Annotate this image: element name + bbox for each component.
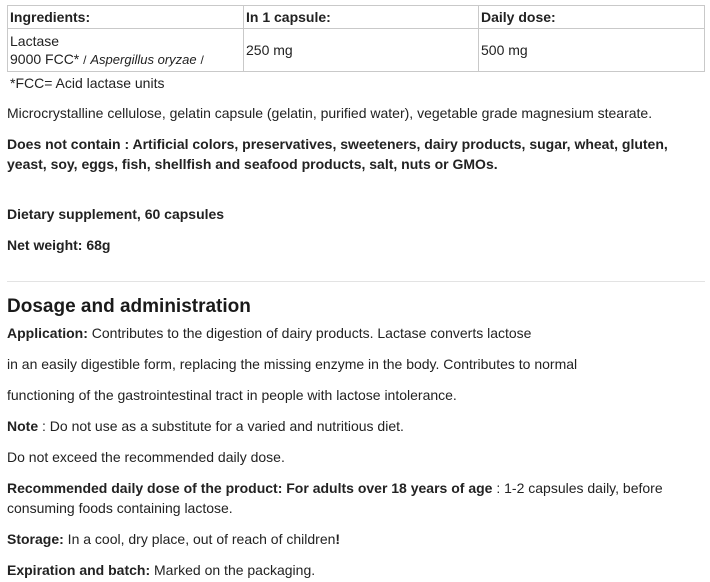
section-divider: [7, 281, 705, 282]
separator: /: [200, 53, 204, 67]
application-line-2: in an easily digestible form, replacing the missing enzyme in the body. Contributes to normal: [7, 356, 578, 372]
per-capsule-value: 250 mg: [244, 29, 479, 72]
application-label: Application:: [7, 325, 88, 341]
table-row: [8, 29, 705, 72]
ingredient-name: Lactase: [10, 33, 60, 49]
expiration-label: Expiration and batch:: [7, 562, 151, 578]
do-not-exceed: Do not exceed the recommended daily dose.: [7, 449, 285, 465]
other-ingredients: Microcrystalline cellulose, gelatin capsule (gelatin, purified water), vegetable grade magnesium stearate.: [7, 105, 653, 121]
storage-text: In a cool, dry place, out of reach of children: [63, 531, 336, 547]
product-info: [7, 5, 705, 580]
ingredient-detail: [10, 51, 241, 67]
dosage-heading: Dosage and administration: [7, 296, 251, 317]
does-not-contain: Does not contain : Artificial colors, preservatives, sweeteners, dairy products, sugar, wheat, gluten, yeast, soy, eggs, fish, shellfish and seafood products, salt, nuts or GMOs.: [7, 136, 668, 172]
recommended-dose: [7, 478, 705, 518]
ingredient-cell: [8, 29, 244, 72]
note-label: Note: [7, 418, 39, 434]
ingredient-source: Aspergillus oryzae: [90, 52, 197, 67]
table-header-row: [8, 6, 705, 29]
daily-dose-value: 500 mg: [479, 29, 705, 72]
separator: /: [83, 53, 87, 67]
ingredients-table: [7, 5, 705, 72]
expiration: [7, 560, 705, 580]
recommended-text: : 1-2 capsules daily, before consuming foods containing lactose.: [7, 480, 663, 516]
storage: [7, 529, 705, 549]
dietary-supplement: Dietary supplement, 60 capsules: [7, 206, 225, 222]
expiration-text: Marked on the packaging.: [150, 562, 316, 578]
net-weight: Net weight: 68g: [7, 237, 111, 253]
header-daily-dose: Daily dose:: [479, 6, 705, 29]
application-text: Contributes to the digestion of dairy products. Lactase converts lactose: [87, 325, 532, 341]
storage-label: Storage:: [7, 531, 64, 547]
note: [7, 416, 705, 436]
application-line-1: [7, 323, 705, 343]
fcc-footnote: *FCC= Acid lactase units: [10, 75, 165, 91]
header-per-capsule: In 1 capsule:: [244, 6, 479, 29]
application-line-3: functioning of the gastrointestinal tract in people with lactose intolerance.: [7, 387, 457, 403]
recommended-label: Recommended daily dose of the product: For adults over 18 years of age: [7, 480, 493, 496]
storage-end: !: [335, 531, 341, 547]
ingredient-amount: 9000 FCC*: [10, 51, 80, 67]
note-text: : Do not use as a substitute for a varied and nutritious diet.: [38, 418, 404, 434]
header-ingredients: Ingredients:: [8, 6, 244, 29]
